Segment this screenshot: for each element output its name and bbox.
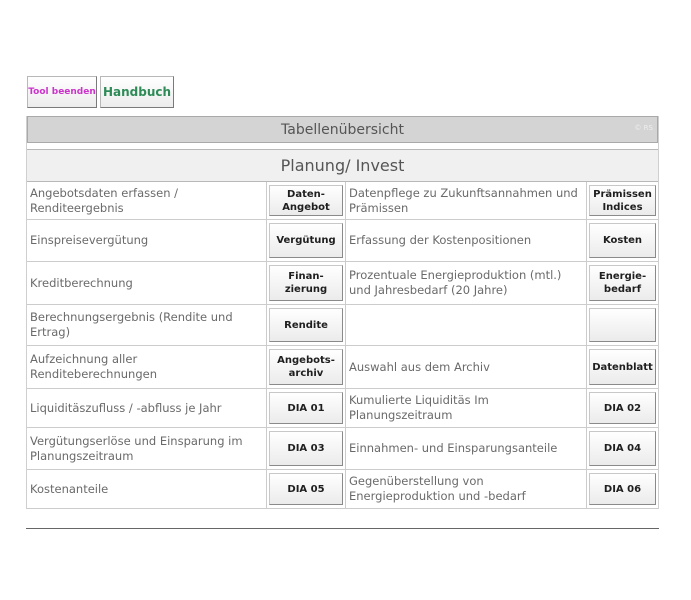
section-title: Planung/ Invest <box>280 156 405 175</box>
row-description-left: Angebotsdaten erfassen / Renditeergebnis <box>30 185 179 215</box>
tool-beenden-label: Tool beenden <box>28 87 96 97</box>
button-label: DIA 04 <box>603 443 642 454</box>
button-label: Datenblatt <box>592 361 653 373</box>
row-description-right: Gegenüberstellung von Energieproduktion und -bedarf <box>349 474 526 503</box>
button-label: Kosten <box>602 235 643 246</box>
button-label: DIA 02 <box>603 402 642 414</box>
dia-06-button[interactable] <box>589 473 656 505</box>
navigation-table <box>27 182 658 509</box>
rendite-button[interactable] <box>269 308 343 342</box>
energiebedarf-button[interactable] <box>589 265 656 301</box>
button-label: DIA 05 <box>287 483 325 495</box>
empty-button <box>589 308 656 342</box>
row-description-right: Prozentuale Energieproduktion (mtl.) und Jahresbedarf (20 Jahre) <box>349 268 562 297</box>
table-overview-panel <box>26 116 659 509</box>
button-label: Finan- zierung <box>284 271 328 295</box>
button-label: DIA 01 <box>287 402 325 414</box>
row-description-left: Einspreisevergütung <box>30 233 149 247</box>
row-description-right: Datenpflege zu Zukunftsannahmen und Prämissen <box>349 185 578 215</box>
kosten-button[interactable] <box>589 223 656 258</box>
button-label: DIA 06 <box>603 483 642 495</box>
datenblatt-button[interactable] <box>589 349 656 385</box>
praemissen-indices-button[interactable] <box>589 185 656 216</box>
handbuch-label: Handbuch <box>102 85 172 99</box>
row-description-right: Erfassung der Kostenpositionen <box>349 233 532 247</box>
button-label: Vergütung <box>276 235 336 246</box>
button-label: DIA 03 <box>287 443 325 454</box>
row-description-left: Kreditberechnung <box>30 275 133 290</box>
row-description-left: Berechnungsergebnis (Rendite und Ertrag) <box>30 310 233 339</box>
section-header <box>27 149 658 182</box>
table-row <box>27 389 658 428</box>
row-description-right: Kumulierte Liquiditäs Im Planungszeitraum <box>349 393 489 422</box>
table-row <box>27 346 658 389</box>
daten-angebot-button[interactable] <box>269 185 343 216</box>
dia-01-button[interactable] <box>269 392 343 424</box>
handbuch-button[interactable] <box>100 76 174 108</box>
button-label: Energie- bedarf <box>598 271 647 295</box>
table-row <box>27 182 658 220</box>
row-description-left: Liquiditäszufluss / -abfluss je Jahr <box>30 400 222 415</box>
row-description-right: Einnahmen- und Einsparungsanteile <box>349 441 558 455</box>
dia-04-button[interactable] <box>589 431 656 466</box>
copyright-note: © RS <box>634 124 653 132</box>
bottom-divider <box>26 528 659 529</box>
row-description-left: Kostenanteile <box>30 481 109 496</box>
overview-title-bar <box>27 116 658 143</box>
dia-02-button[interactable] <box>589 392 656 424</box>
button-label: Angebots- archiv <box>277 355 335 379</box>
tool-beenden-button[interactable] <box>27 76 97 108</box>
button-label: Prämissen Indices <box>593 188 652 213</box>
table-row <box>27 220 658 262</box>
row-description-right: Auswahl aus dem Archiv <box>349 359 490 374</box>
dia-03-button[interactable] <box>269 431 343 466</box>
table-row <box>27 428 658 470</box>
table-row <box>27 262 658 305</box>
table-row <box>27 305 658 346</box>
row-description-left: Vergütungserlöse und Einsparung im Planungszeitraum <box>30 433 243 463</box>
button-label: Rendite <box>284 319 328 331</box>
page-title: Tabellenübersicht <box>281 121 404 138</box>
button-label: Daten- Angebot <box>282 188 330 213</box>
dia-05-button[interactable] <box>269 473 343 505</box>
angebotsarchiv-button[interactable] <box>269 349 343 385</box>
verguetung-button[interactable] <box>269 223 343 258</box>
row-description-right <box>346 305 586 345</box>
finanzierung-button[interactable] <box>269 265 343 301</box>
row-description-left: Aufzeichnung aller Renditeberechnungen <box>30 352 157 381</box>
table-row <box>27 470 658 509</box>
